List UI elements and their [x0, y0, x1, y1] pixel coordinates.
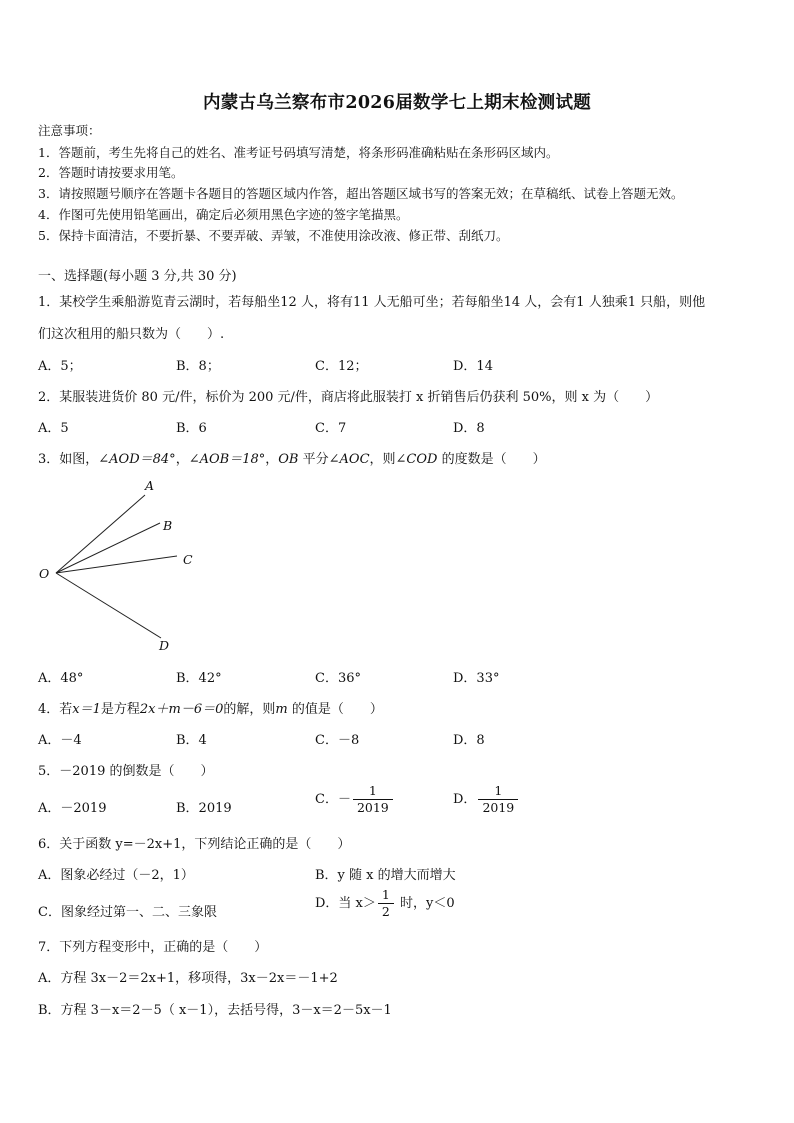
question-3 — [38, 448, 546, 467]
label-d: D — [159, 638, 170, 653]
q3-angle-aod: ∠AOD＝84° — [98, 452, 176, 467]
q4-text-4: 的值是（ ） — [287, 702, 383, 717]
q4-option-d: D．8 — [453, 733, 485, 748]
q3-text-2: 平分 — [298, 452, 329, 467]
notice-item-5: 5．保持卡面清洁，不要折暴、不要弄破、弄皱，不准使用涂改液、修正带、刮纸刀。 — [38, 228, 509, 243]
q3-sep-1: ， — [175, 452, 189, 467]
q3-ray-ob: OB — [278, 452, 299, 467]
q1-option-a: A．5； — [38, 359, 82, 374]
q4-text-3: 的解，则 — [223, 702, 276, 717]
q5-option-a: A．－2019 — [38, 801, 107, 816]
q5-option-d — [453, 784, 520, 815]
q3-option-c: C．36° — [315, 671, 361, 686]
q6-option-d — [315, 888, 455, 919]
q7-option-a: A．方程 3x－2＝2x+1，移项得，3x－2x＝－1+2 — [38, 971, 338, 986]
notice-item-1: 1．答题前，考生先将自己的姓名、准考证号码填写清楚，将条形码准确粘贴在条形码区域内。 — [38, 145, 559, 160]
q3-text-3: ，则 — [369, 452, 396, 467]
q4-option-c: C．－8 — [315, 733, 360, 748]
q5-option-c-fraction — [353, 784, 393, 815]
q2-option-a: A．5 — [38, 421, 69, 436]
q6-option-d-denominator: 2 — [381, 903, 390, 919]
q4-expr-m: m — [275, 702, 288, 717]
q6-option-a: A．图象必经过（－2，1） — [38, 868, 194, 883]
q1-option-b: B．8； — [176, 359, 220, 374]
q5-option-c-denominator: 2019 — [356, 799, 389, 815]
q4-text-1: 4．若 — [38, 702, 73, 717]
q3-angle-aoc: ∠AOC — [328, 452, 370, 467]
q3-option-a: A．48° — [38, 671, 84, 686]
question-2: 2．某服装进货价 80 元/件，标价为 200 元/件，商店将此服装打 x 折销售后仍获利 50%，则 x 为（ ） — [38, 390, 659, 405]
question-5: 5．－2019 的倒数是（ ） — [38, 764, 214, 779]
q6-option-d-suffix: 时，y＜0 — [395, 895, 455, 911]
q5-option-b: B．2019 — [176, 801, 232, 816]
q3-option-b: B．42° — [176, 671, 222, 686]
label-a: A — [145, 478, 155, 493]
q6-option-d-fraction — [378, 888, 394, 919]
q5-option-c — [315, 784, 395, 815]
ray-oa — [56, 495, 145, 573]
q4-option-b: B．4 — [176, 733, 207, 748]
q5-option-c-numerator: 1 — [353, 784, 393, 800]
q5-option-d-denominator: 2019 — [482, 799, 515, 815]
notice-heading: 注意事项： — [38, 123, 101, 138]
q2-option-b: B．6 — [176, 421, 207, 436]
q1-option-c: C．12； — [315, 359, 368, 374]
q2-option-d: D．8 — [453, 421, 485, 436]
question-1-line-2: 们这次租用的船只数为（ ）. — [38, 327, 225, 342]
q4-expr-equation: 2x＋m－6＝0 — [139, 702, 224, 717]
notice-item-4: 4．作图可先使用铅笔画出，确定后必须用黑色字迹的签字笔描黑。 — [38, 207, 409, 222]
question-4 — [38, 698, 383, 717]
q4-text-2: 是方程 — [100, 702, 140, 717]
label-c: C — [183, 552, 193, 567]
q6-option-c: C．图象经过第一、二、三象限 — [38, 905, 217, 920]
q7-option-b: B．方程 3－x＝2－5（ x－1），去括号得，3－x＝2－5x－1 — [38, 1003, 392, 1018]
label-b: B — [163, 518, 173, 533]
q3-angle-cod: ∠COD — [395, 452, 438, 467]
notice-item-3: 3．请按照题号顺序在答题卡各题目的答题区域内作答，超出答题区域书写的答案无效；在草稿纸、试卷上答题无效。 — [38, 186, 684, 201]
q3-angle-aob: ∠AOB＝18° — [188, 452, 266, 467]
question-7: 7．下列方程变形中，正确的是（ ） — [38, 940, 268, 955]
q4-expr-x: x＝1 — [72, 702, 101, 717]
q3-text-1: 3．如图， — [38, 452, 99, 467]
q5-option-d-prefix: D． — [453, 791, 477, 807]
ray-od — [56, 573, 161, 638]
q2-option-c: C．7 — [315, 421, 347, 436]
q5-option-c-prefix: C．－ — [315, 791, 351, 807]
q1-option-d: D．14 — [453, 359, 493, 374]
q6-option-b: B．y 随 x 的增大而增大 — [315, 868, 456, 883]
label-o: O — [39, 566, 50, 581]
q5-option-d-numerator: 1 — [478, 784, 518, 800]
q6-option-d-prefix: D．当 x＞ — [315, 895, 376, 911]
notice-item-2: 2．答题时请按要求用笔。 — [38, 165, 184, 180]
q4-option-a: A．－4 — [38, 733, 82, 748]
question-6: 6．关于函数 y=－2x+1，下列结论正确的是（ ） — [38, 837, 351, 852]
angle-diagram — [36, 475, 206, 655]
q3-sep-2: ， — [265, 452, 279, 467]
section-heading: 一、选择题(每小题 3 分,共 30 分) — [38, 269, 237, 284]
q5-option-d-fraction — [478, 784, 518, 815]
q3-option-d: D．33° — [453, 671, 500, 686]
q6-option-d-numerator: 1 — [378, 888, 394, 904]
q3-text-4: 的度数是（ ） — [437, 452, 546, 467]
question-1-line-1: 1．某校学生乘船游览青云湖时，若每船坐12 人，将有11 人无船可坐；若每船坐14 人，会有1 人独乘1 只船，则他 — [38, 295, 706, 310]
page-title: 内蒙古乌兰察布市2026届数学七上期末检测试题 — [202, 93, 592, 113]
